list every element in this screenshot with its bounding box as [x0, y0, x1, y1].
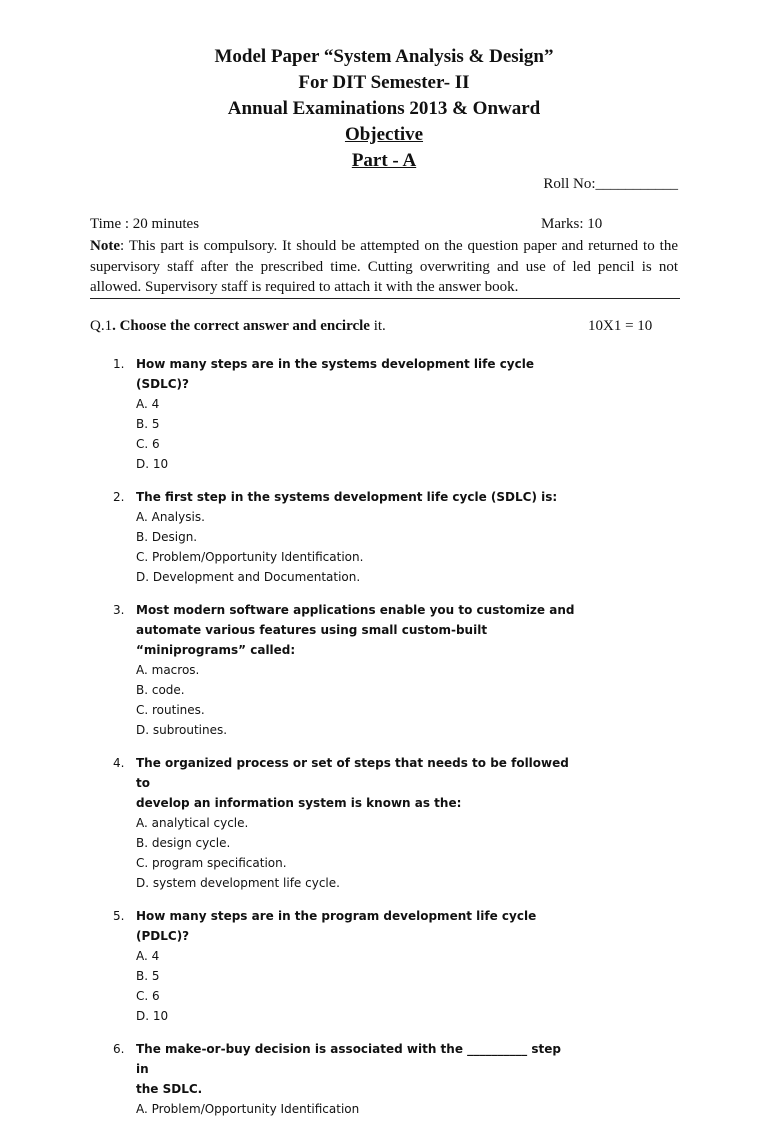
section-objective: Objective — [344, 124, 424, 145]
question-item — [0, 906, 768, 1026]
answer-option: B. Design. — [136, 530, 198, 544]
answer-option: A. 4 — [136, 949, 160, 963]
question-instruction: . Choose the correct answer and encircle — [112, 318, 370, 334]
answer-option: A. macros. — [136, 663, 200, 677]
answer-option: D. system development life cycle. — [136, 876, 340, 890]
answer-option: D. Development and Documentation. — [136, 570, 361, 584]
answer-option: D. subroutines. — [136, 723, 228, 737]
answer-option: B. code. — [136, 683, 185, 697]
question-text: the SDLC. — [136, 1082, 203, 1096]
answer-option: B. 5 — [136, 417, 160, 431]
section-part: Part - A — [351, 150, 417, 171]
question-item-number: 6. — [113, 1042, 125, 1056]
answer-option: A. Problem/Opportunity Identification — [136, 1102, 360, 1116]
time-allowed: Time : 20 minutes — [90, 216, 200, 232]
question-text: The make-or-buy decision is associated with the __________ step in — [136, 1042, 561, 1076]
total-marks: Marks: 10 — [541, 216, 603, 232]
roll-number-field: Roll No:___________ — [543, 176, 678, 192]
question-text: The first step in the systems development life cycle (SDLC) is: — [136, 490, 558, 504]
question-item-number: 3. — [113, 603, 125, 617]
question-item — [0, 600, 768, 740]
answer-option: C. program specification. — [136, 856, 287, 870]
answer-option: A. Analysis. — [136, 510, 205, 524]
question-item-number: 2. — [113, 490, 125, 504]
question-list — [0, 354, 768, 1132]
question-text: automate various features using small custom-built “miniprograms” called: — [136, 623, 488, 657]
question-item — [0, 753, 768, 893]
question-item-number: 5. — [113, 909, 125, 923]
note-label: Note — [90, 238, 120, 254]
question-item-number: 4. — [113, 756, 125, 770]
divider — [90, 298, 680, 299]
answer-option: B. 5 — [136, 969, 160, 983]
question-item-number: 1. — [113, 357, 125, 371]
question-number: Q.1 — [90, 318, 113, 334]
answer-option: D. 10 — [136, 457, 169, 471]
note-text: : This part is compulsory. It should be attempted on the question paper and returned to the supervisory staff after the prescribed time. Cutting overwriting and use of led pencil is not allowed. Supervisory staff is required to attach it with the answer book. — [90, 238, 678, 295]
answer-option: C. routines. — [136, 703, 205, 717]
answer-option: C. 6 — [136, 437, 160, 451]
answer-option: D. 10 — [136, 1009, 169, 1023]
answer-option: A. analytical cycle. — [136, 816, 249, 830]
answer-option: C. 6 — [136, 989, 160, 1003]
question-marks: 10X1 = 10 — [588, 318, 653, 334]
question-heading — [90, 318, 386, 335]
exam-year-line: Annual Examinations 2013 & Onward — [227, 98, 541, 119]
question-text: The organized process or set of steps that needs to be followed to — [136, 756, 569, 790]
question-text: How many steps are in the program development life cycle (PDLC)? — [136, 909, 537, 943]
question-item — [0, 487, 768, 587]
answer-option: C. Problem/Opportunity Identification. — [136, 550, 364, 564]
question-item — [0, 354, 768, 474]
semester-line: For DIT Semester- II — [298, 72, 470, 93]
answer-option: A. 4 — [136, 397, 160, 411]
question-text: develop an information system is known as the: — [136, 796, 462, 810]
answer-option: B. design cycle. — [136, 836, 231, 850]
paper-title: Model Paper “System Analysis & Design” — [214, 46, 554, 67]
question-item — [0, 1039, 768, 1119]
question-text: Most modern software applications enable you to customize and — [136, 603, 575, 617]
question-instruction-suffix: it. — [369, 318, 386, 334]
paper-header — [0, 44, 768, 174]
instructions-note — [90, 236, 678, 298]
question-text: How many steps are in the systems development life cycle (SDLC)? — [136, 357, 534, 391]
